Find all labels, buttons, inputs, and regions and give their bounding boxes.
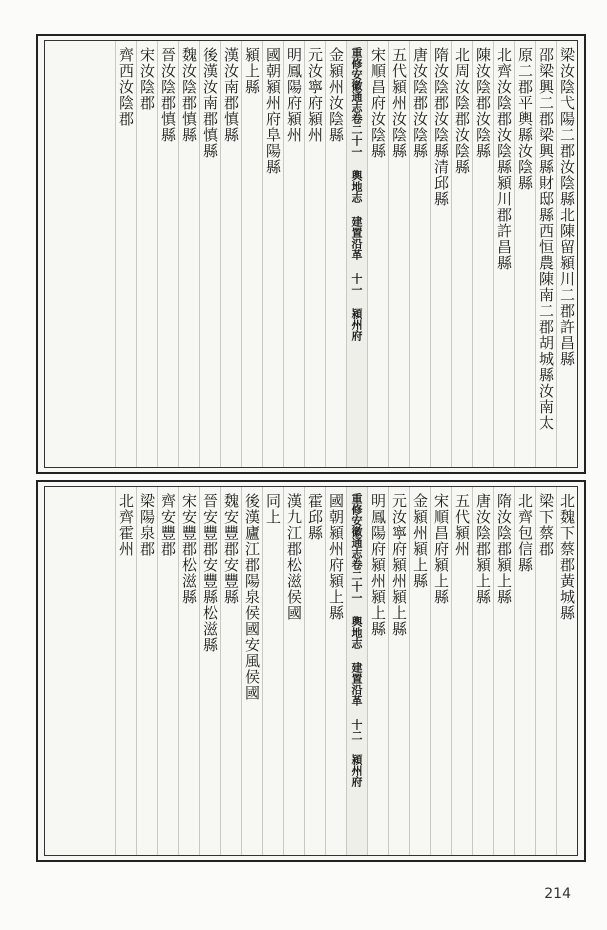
text-column: 齊西汝陰郡 xyxy=(115,41,136,467)
text-column: 晉汝陰郡慎縣 xyxy=(157,41,178,467)
text-column: 唐汝陰郡潁上縣 xyxy=(472,487,493,855)
text-column: 北齊汝陰郡汝陰縣潁川郡許昌縣 xyxy=(493,41,514,467)
text-column: 元汝寧府潁州 xyxy=(304,41,325,467)
top-panel-frame xyxy=(44,40,578,468)
center-title-column: 重修安徽通志卷二十一 輿地志 建置沿革 十一 潁州府 xyxy=(346,41,367,467)
text-column: 北周汝陰郡汝陰縣 xyxy=(451,41,472,467)
text-column: 明鳳陽府潁州 xyxy=(283,41,304,467)
text-column: 宋汝陰郡 xyxy=(136,41,157,467)
text-column: 魏安豐郡安豐縣 xyxy=(220,487,241,855)
text-column: 魏汝陰郡慎縣 xyxy=(178,41,199,467)
text-column: 梁汝陰弋陽二郡汝陰縣北陳留潁川二郡許昌縣 xyxy=(556,41,577,467)
text-column: 原二郡平輿縣汝陰縣 xyxy=(514,41,535,467)
text-column: 漢九江郡松滋侯國 xyxy=(283,487,304,855)
text-column: 明鳳陽府潁州潁上縣 xyxy=(367,487,388,855)
text-column: 邵梁興二郡梁興縣財邸縣西恒農陳南二郡胡城縣汝南太 xyxy=(535,41,556,467)
text-column: 宋安豐郡松滋縣 xyxy=(178,487,199,855)
text-column: 陳汝陰郡汝陰縣 xyxy=(472,41,493,467)
text-column: 五代潁州 xyxy=(451,487,472,855)
text-column: 梁陽泉郡 xyxy=(136,487,157,855)
text-column: 唐汝陰郡汝陰縣 xyxy=(409,41,430,467)
text-column: 同上 xyxy=(262,487,283,855)
text-column: 北齊包信縣 xyxy=(514,487,535,855)
top-text-panel xyxy=(36,34,586,474)
text-column: 後漢汝南郡慎縣 xyxy=(199,41,220,467)
text-column: 梁下蔡郡 xyxy=(535,487,556,855)
text-column: 晉安豐郡安豐縣松滋縣 xyxy=(199,487,220,855)
text-column: 潁上縣 xyxy=(241,41,262,467)
text-column: 北魏下蔡郡黃城縣 xyxy=(556,487,577,855)
text-column: 金潁州潁上縣 xyxy=(409,487,430,855)
text-column: 國朝潁州府阜陽縣 xyxy=(262,41,283,467)
bottom-text-panel xyxy=(36,480,586,862)
center-title-column: 重修安徽通志卷二十一 輿地志 建置沿革 十二 潁州府 xyxy=(346,487,367,855)
text-column: 元汝寧府潁州潁上縣 xyxy=(388,487,409,855)
bottom-panel-columns xyxy=(45,487,577,855)
text-column: 隋汝陰郡汝陰縣清邱縣 xyxy=(430,41,451,467)
text-column: 金潁州汝陰縣 xyxy=(325,41,346,467)
text-column: 宋順昌府潁上縣 xyxy=(430,487,451,855)
bottom-panel-frame xyxy=(44,486,578,856)
text-column: 霍邱縣 xyxy=(304,487,325,855)
text-column: 漢汝南郡慎縣 xyxy=(220,41,241,467)
text-column: 隋汝陰郡潁上縣 xyxy=(493,487,514,855)
text-column: 後漢廬江郡陽泉侯國安風侯國 xyxy=(241,487,262,855)
text-column: 國朝潁州府潁上縣 xyxy=(325,487,346,855)
top-panel-columns xyxy=(45,41,577,467)
page-number: 214 xyxy=(544,886,571,902)
text-column: 宋順昌府汝陰縣 xyxy=(367,41,388,467)
text-column: 北齊霍州 xyxy=(115,487,136,855)
text-column: 五代潁州汝陰縣 xyxy=(388,41,409,467)
text-column: 齊安豐郡 xyxy=(157,487,178,855)
